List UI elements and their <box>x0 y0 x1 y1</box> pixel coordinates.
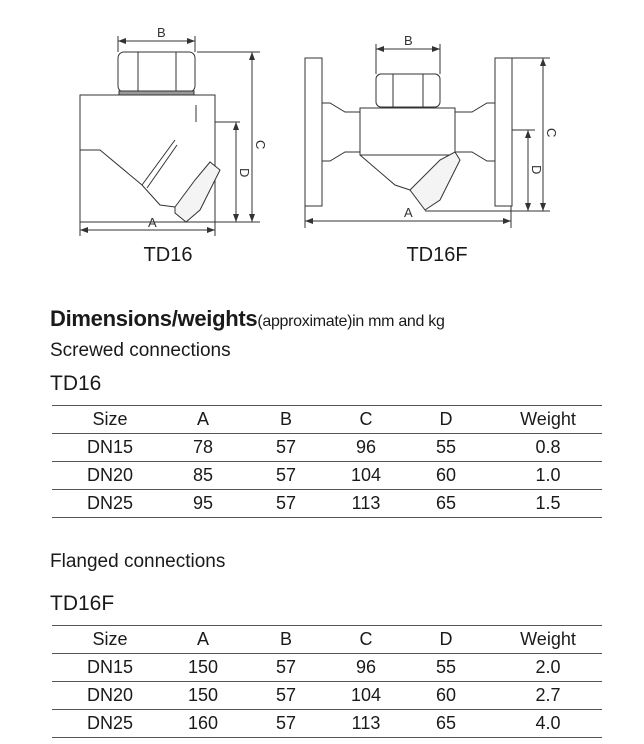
table-cell: 57 <box>238 434 334 462</box>
table-cell: Size <box>52 406 168 434</box>
table-cell: Weight <box>494 626 602 654</box>
table-cell: 160 <box>168 710 238 738</box>
table-cell: 85 <box>168 462 238 490</box>
table-cell: 1.0 <box>494 462 602 490</box>
table-cell: A <box>168 626 238 654</box>
table-cell: 57 <box>238 710 334 738</box>
table-cell: 4.0 <box>494 710 602 738</box>
td16-model: TD16 <box>50 372 102 395</box>
table-cell: 65 <box>398 710 494 738</box>
table-cell: 150 <box>168 654 238 682</box>
td16-dim-a: A <box>148 215 157 230</box>
table-header-row <box>52 406 602 434</box>
table-cell: 0.8 <box>494 434 602 462</box>
table-cell: DN25 <box>52 710 168 738</box>
td16-table <box>52 405 602 518</box>
table-cell: C <box>334 406 398 434</box>
table-cell: D <box>398 406 494 434</box>
heading-title: Dimensions/weights <box>50 306 258 331</box>
table-cell: 55 <box>398 434 494 462</box>
td16f-table <box>52 625 602 738</box>
table-cell: 95 <box>168 490 238 518</box>
td16-drawing <box>80 36 260 236</box>
table-cell: DN15 <box>52 654 168 682</box>
table-cell: 55 <box>398 654 494 682</box>
table-cell: 2.7 <box>494 682 602 710</box>
td16f-dim-d: D <box>529 165 544 175</box>
td16-dim-d: D <box>237 168 252 178</box>
table-row <box>52 462 602 490</box>
table-cell: 150 <box>168 682 238 710</box>
table-row <box>52 654 602 682</box>
table-row <box>52 434 602 462</box>
table-cell: 96 <box>334 654 398 682</box>
table-row <box>52 682 602 710</box>
table-cell: 57 <box>238 654 334 682</box>
table-cell: B <box>238 406 334 434</box>
table-cell: 2.0 <box>494 654 602 682</box>
table-cell: 96 <box>334 434 398 462</box>
td16f-dim-b: B <box>404 33 413 48</box>
table-header-row <box>52 626 602 654</box>
technical-drawings <box>0 0 644 280</box>
table-cell: 113 <box>334 490 398 518</box>
table-cell: 60 <box>398 462 494 490</box>
table-cell: 57 <box>238 682 334 710</box>
screwed-label: Screwed connections <box>50 340 231 361</box>
heading-subtitle: (approximate)in mm and kg <box>257 313 445 330</box>
table-cell: DN20 <box>52 462 168 490</box>
table-cell: 113 <box>334 710 398 738</box>
table-cell: DN20 <box>52 682 168 710</box>
table-cell: A <box>168 406 238 434</box>
table-cell: 104 <box>334 462 398 490</box>
table-cell: 78 <box>168 434 238 462</box>
table-cell: 57 <box>238 462 334 490</box>
td16-dim-c: C <box>253 140 268 150</box>
table-cell: DN15 <box>52 434 168 462</box>
td16-dim-b: B <box>157 25 166 40</box>
table-row <box>52 490 602 518</box>
td16f-caption: TD16F <box>406 244 468 266</box>
table-cell: B <box>238 626 334 654</box>
table-cell: 104 <box>334 682 398 710</box>
table-cell: C <box>334 626 398 654</box>
table-cell: 65 <box>398 490 494 518</box>
table-cell: 57 <box>238 490 334 518</box>
td16f-model: TD16F <box>50 592 115 615</box>
flanged-label: Flanged connections <box>50 551 226 572</box>
td16f-dim-a: A <box>404 205 413 220</box>
table-cell: 60 <box>398 682 494 710</box>
td16-caption: TD16 <box>143 244 193 266</box>
table-cell: D <box>398 626 494 654</box>
table-cell: Size <box>52 626 168 654</box>
table-cell: Weight <box>494 406 602 434</box>
table-row <box>52 710 602 738</box>
td16f-dim-c: C <box>544 128 559 138</box>
table-cell: DN25 <box>52 490 168 518</box>
td16f-drawing <box>305 44 550 228</box>
table-cell: 1.5 <box>494 490 602 518</box>
section-heading <box>50 306 445 332</box>
